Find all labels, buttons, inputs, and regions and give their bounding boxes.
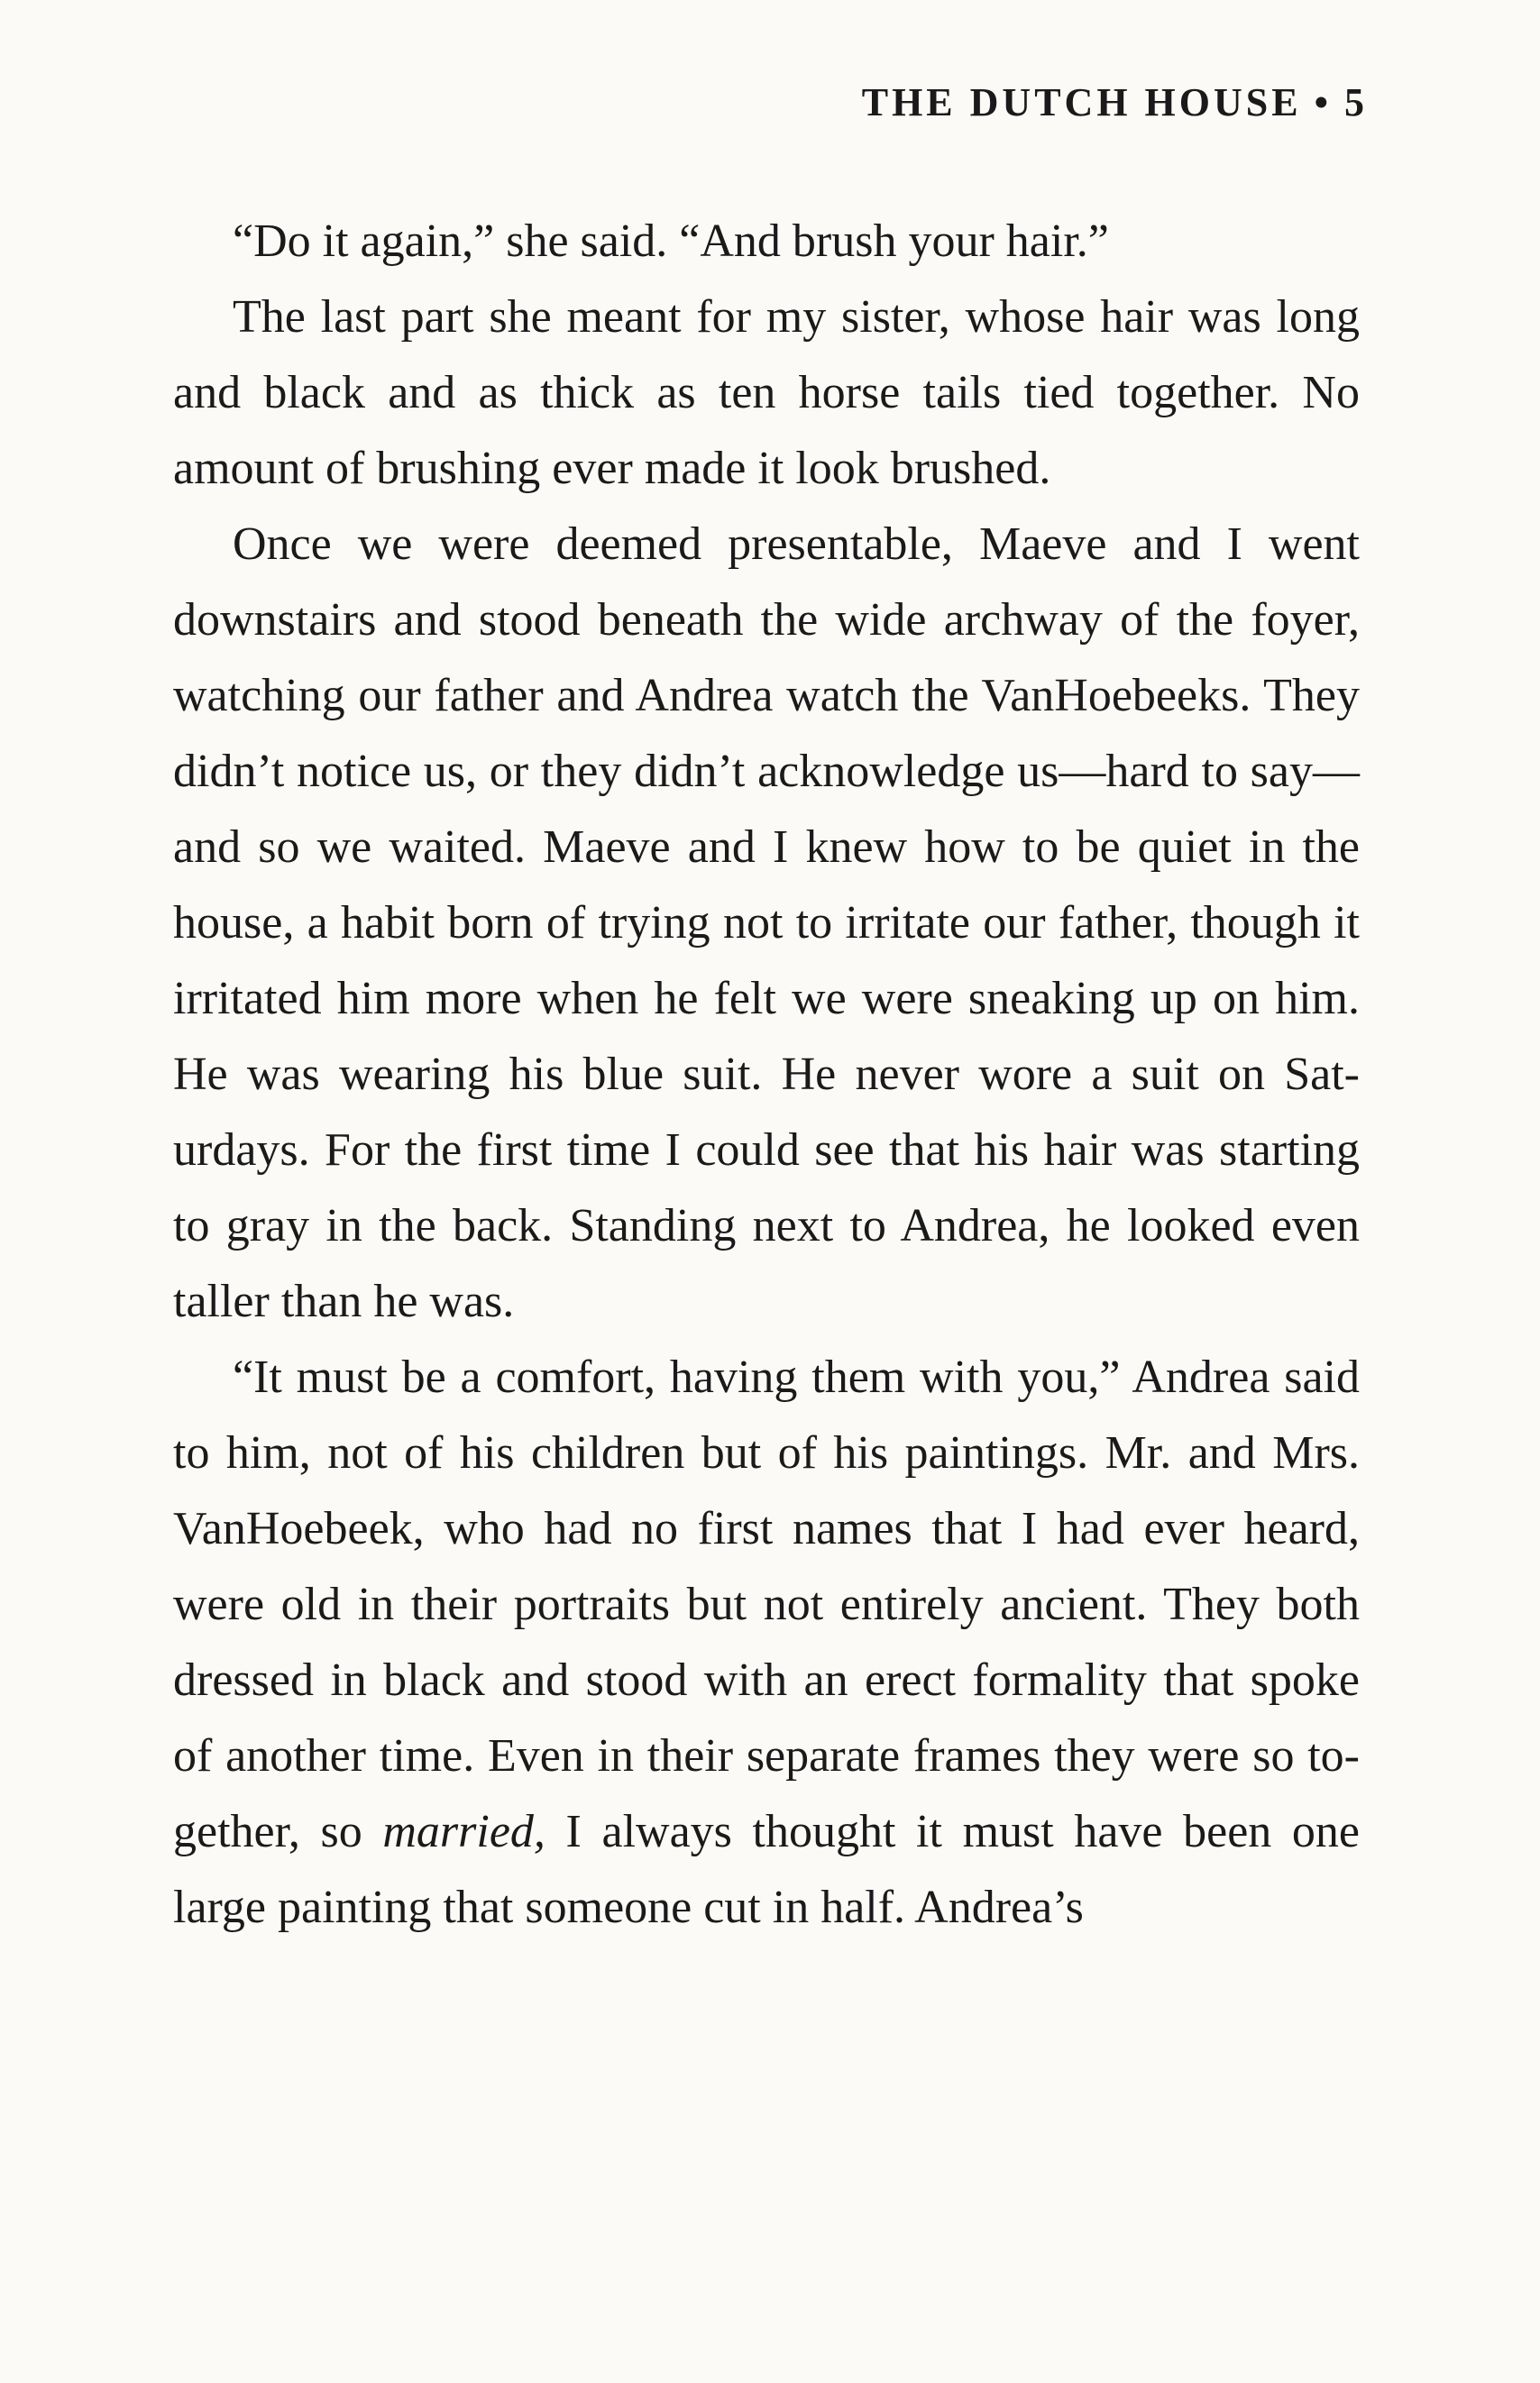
page-body — [173, 204, 1360, 1946]
header-separator: • — [1314, 80, 1332, 124]
paragraph-4-after: I always thought it must have been one large painting that someone cut in half. Andrea’s — [173, 1806, 1360, 1933]
paragraph-4-before: “It must be a comfort, having them with you,” Andrea said to him, not of his children but of his paintings. Mr. and Mrs. VanHoebeek, who had no first names that I had ever heard, were old in their portraits but not entirely ancient. They both dressed in black and stood with an erect formality that spoke of another time. Even in their separate frames they were so together, so — [173, 1352, 1360, 1857]
paragraph-4-emphasis: married, — [382, 1806, 545, 1857]
running-head — [862, 79, 1368, 125]
paragraph-2: The last part she meant for my sister, whose hair was long and black and as thick as ten horse tails tied together. No amount of brushing ever made it look brushed. — [173, 291, 1360, 494]
paragraph-3: Once we were deemed presentable, Maeve and I went downstairs and stood beneath the wide archway of the foyer, watching our father and Andrea watch the VanHoebeeks. They didn’t notice us, or they didn’t acknowledge us—hard to say—and so we waited. Maeve and I knew how to be quiet in the house, a habit born of trying not to irritate our father, though it irritated him more when he felt we were sneaking up on him. He was wearing his blue suit. He never wore a suit on Saturdays. For the first time I could see that his hair was starting to gray in the back. Standing next to Andrea, he looked even taller than he was. — [173, 518, 1360, 1327]
book-title: THE DUTCH HOUSE — [861, 80, 1302, 124]
paragraph-1: “Do it again,” she said. “And brush your hair.” — [233, 215, 1109, 267]
page-number: 5 — [1344, 80, 1368, 124]
paragraph-4 — [173, 1340, 1360, 1946]
